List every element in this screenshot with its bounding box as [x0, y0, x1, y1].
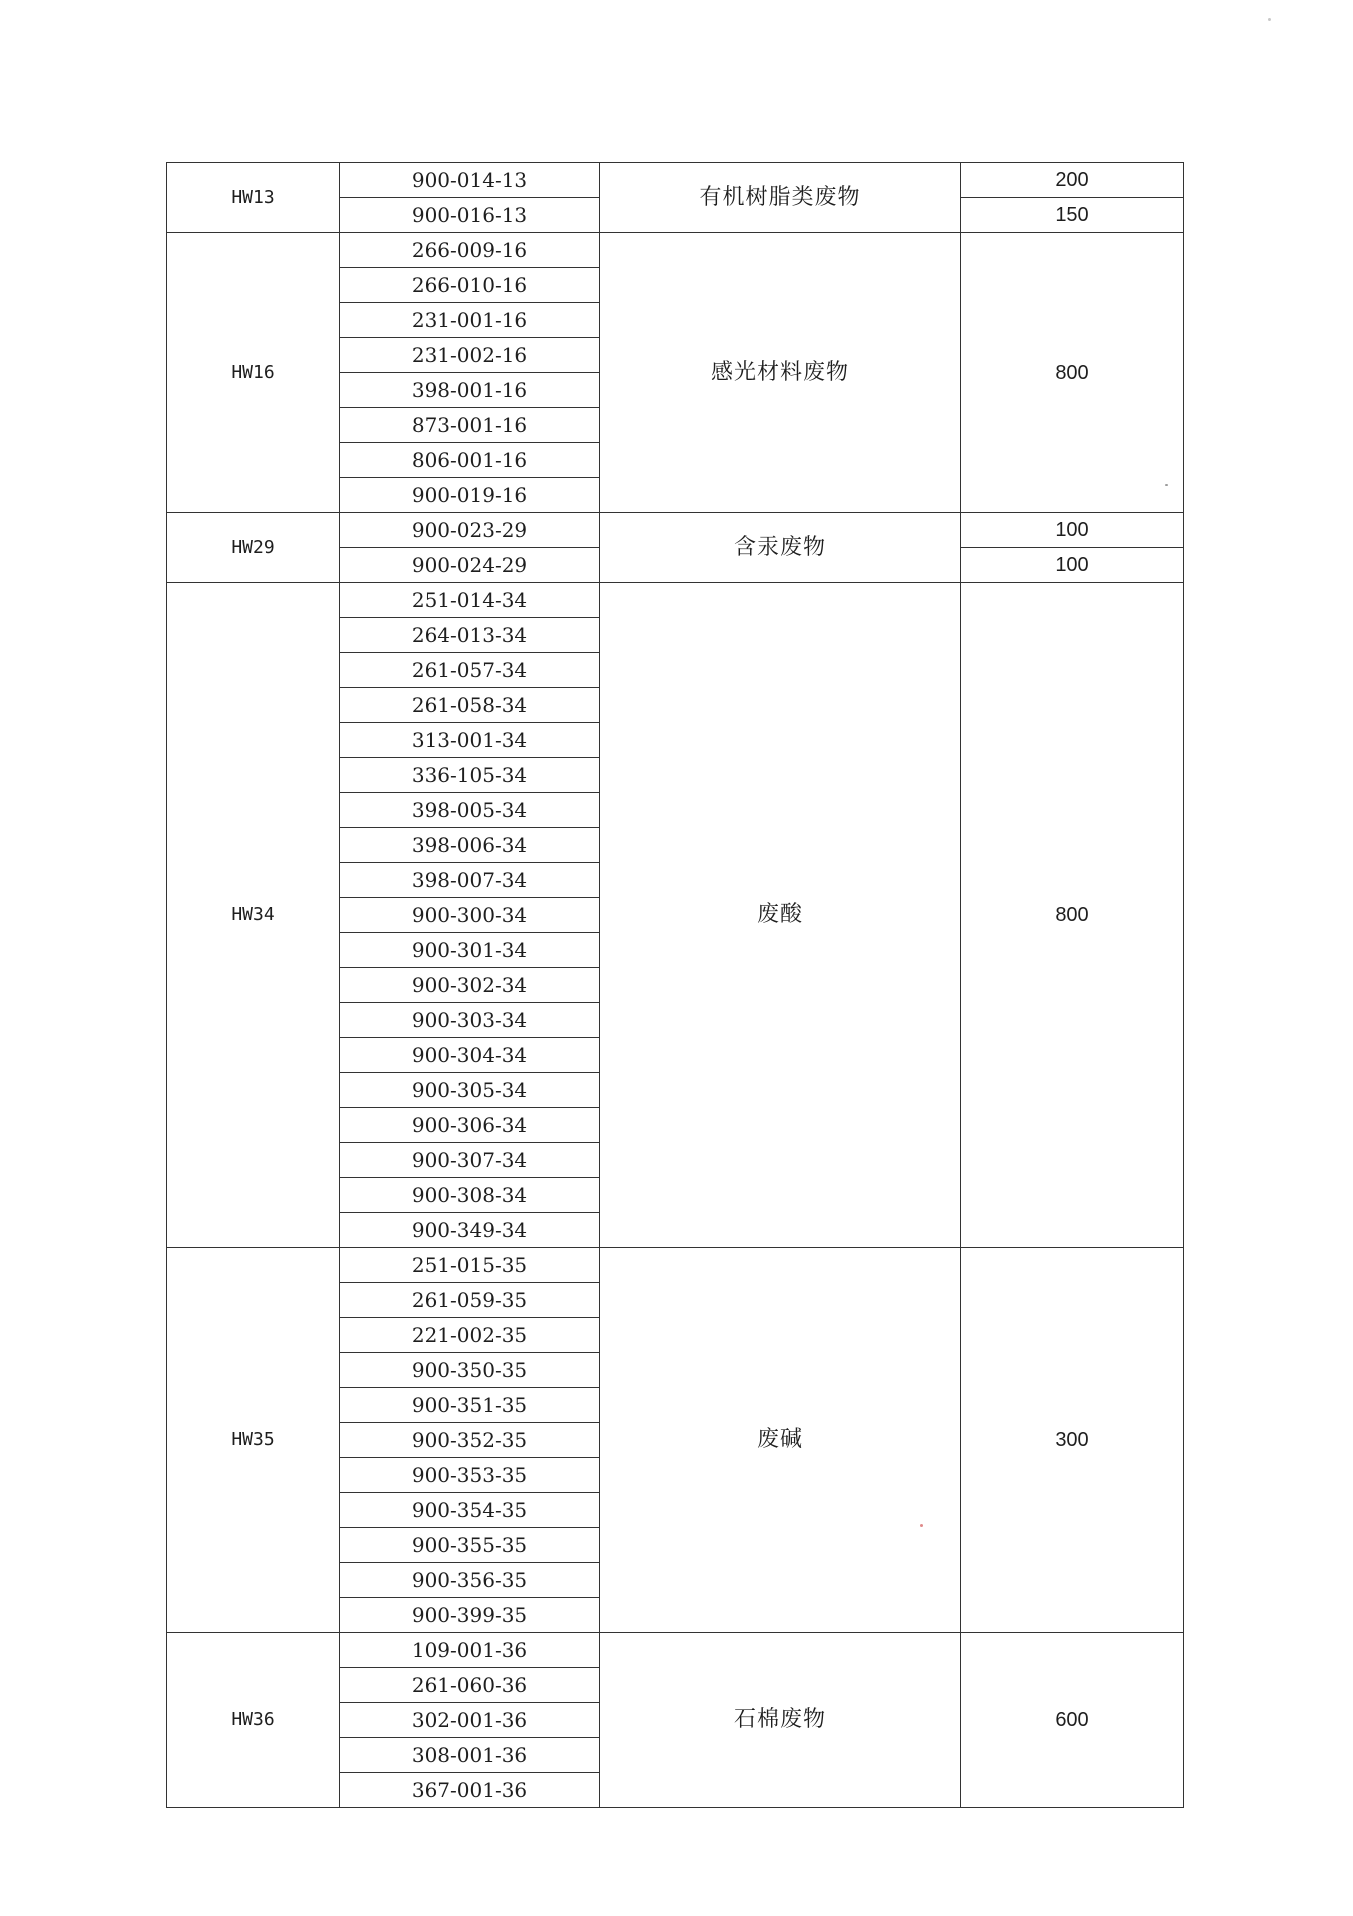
- hazardous-waste-table: [166, 162, 1184, 1808]
- waste-code-cell: 900-302-34: [340, 968, 600, 1003]
- waste-name-cell: 石棉废物: [600, 1633, 961, 1808]
- table-row: [167, 163, 1184, 198]
- waste-category-cell: HW16: [167, 233, 340, 513]
- annual-amount-cell: 600: [961, 1633, 1184, 1808]
- waste-code-cell: 398-006-34: [340, 828, 600, 863]
- waste-table-body: [167, 163, 1184, 1808]
- waste-code-cell: 308-001-36: [340, 1738, 600, 1773]
- table-row: [167, 1633, 1184, 1668]
- waste-code-cell: 900-019-16: [340, 478, 600, 513]
- waste-code-cell: 900-355-35: [340, 1528, 600, 1563]
- waste-name-cell: 废碱: [600, 1248, 961, 1633]
- waste-name-cell: 含汞废物: [600, 513, 961, 583]
- waste-category-cell: HW29: [167, 513, 340, 583]
- waste-code-cell: 900-014-13: [340, 163, 600, 198]
- table-row: [167, 1248, 1184, 1283]
- waste-code-cell: 900-308-34: [340, 1178, 600, 1213]
- waste-category-cell: HW34: [167, 583, 340, 1248]
- waste-code-cell: 266-010-16: [340, 268, 600, 303]
- waste-code-cell: 900-306-34: [340, 1108, 600, 1143]
- waste-name-cell: 有机树脂类废物: [600, 163, 961, 233]
- waste-code-cell: 900-303-34: [340, 1003, 600, 1038]
- waste-code-cell: 266-009-16: [340, 233, 600, 268]
- waste-code-cell: 900-352-35: [340, 1423, 600, 1458]
- waste-code-cell: 900-305-34: [340, 1073, 600, 1108]
- waste-code-cell: 900-399-35: [340, 1598, 600, 1633]
- annual-amount-cell: 800: [961, 233, 1184, 513]
- table-row: [167, 233, 1184, 268]
- waste-code-cell: 900-353-35: [340, 1458, 600, 1493]
- annual-amount-cell: 800: [961, 583, 1184, 1248]
- waste-code-cell: 231-002-16: [340, 338, 600, 373]
- waste-code-cell: 900-349-34: [340, 1213, 600, 1248]
- waste-code-cell: 261-059-35: [340, 1283, 600, 1318]
- table-row: [167, 583, 1184, 618]
- waste-code-cell: 261-058-34: [340, 688, 600, 723]
- waste-code-cell: 231-001-16: [340, 303, 600, 338]
- waste-code-cell: 261-057-34: [340, 653, 600, 688]
- waste-code-cell: 900-307-34: [340, 1143, 600, 1178]
- annual-amount-cell: 100: [961, 513, 1184, 548]
- scan-speck: [1268, 18, 1271, 21]
- waste-code-cell: 900-351-35: [340, 1388, 600, 1423]
- waste-name-cell: 废酸: [600, 583, 961, 1248]
- annual-amount-cell: 100: [961, 548, 1184, 583]
- waste-code-cell: 900-356-35: [340, 1563, 600, 1598]
- waste-code-cell: 900-023-29: [340, 513, 600, 548]
- waste-code-cell: 398-001-16: [340, 373, 600, 408]
- waste-code-cell: 251-015-35: [340, 1248, 600, 1283]
- waste-code-cell: 873-001-16: [340, 408, 600, 443]
- waste-category-cell: HW13: [167, 163, 340, 233]
- waste-code-cell: 336-105-34: [340, 758, 600, 793]
- waste-code-cell: 398-007-34: [340, 863, 600, 898]
- waste-code-cell: 302-001-36: [340, 1703, 600, 1738]
- table-row: [167, 513, 1184, 548]
- waste-code-cell: 900-016-13: [340, 198, 600, 233]
- waste-code-cell: 221-002-35: [340, 1318, 600, 1353]
- waste-code-cell: 367-001-36: [340, 1773, 600, 1808]
- waste-code-cell: 806-001-16: [340, 443, 600, 478]
- waste-code-cell: 900-354-35: [340, 1493, 600, 1528]
- waste-category-cell: HW35: [167, 1248, 340, 1633]
- scan-speck: [1165, 484, 1168, 486]
- waste-category-cell: HW36: [167, 1633, 340, 1808]
- scan-speck: [920, 1524, 923, 1527]
- waste-code-cell: 900-024-29: [340, 548, 600, 583]
- waste-code-cell: 900-301-34: [340, 933, 600, 968]
- waste-code-cell: 264-013-34: [340, 618, 600, 653]
- annual-amount-cell: 300: [961, 1248, 1184, 1633]
- waste-code-cell: 251-014-34: [340, 583, 600, 618]
- waste-code-cell: 398-005-34: [340, 793, 600, 828]
- waste-code-cell: 109-001-36: [340, 1633, 600, 1668]
- waste-code-cell: 313-001-34: [340, 723, 600, 758]
- annual-amount-cell: 150: [961, 198, 1184, 233]
- annual-amount-cell: 200: [961, 163, 1184, 198]
- waste-code-cell: 900-300-34: [340, 898, 600, 933]
- waste-code-cell: 900-350-35: [340, 1353, 600, 1388]
- waste-code-cell: 900-304-34: [340, 1038, 600, 1073]
- waste-code-cell: 261-060-36: [340, 1668, 600, 1703]
- waste-name-cell: 感光材料废物: [600, 233, 961, 513]
